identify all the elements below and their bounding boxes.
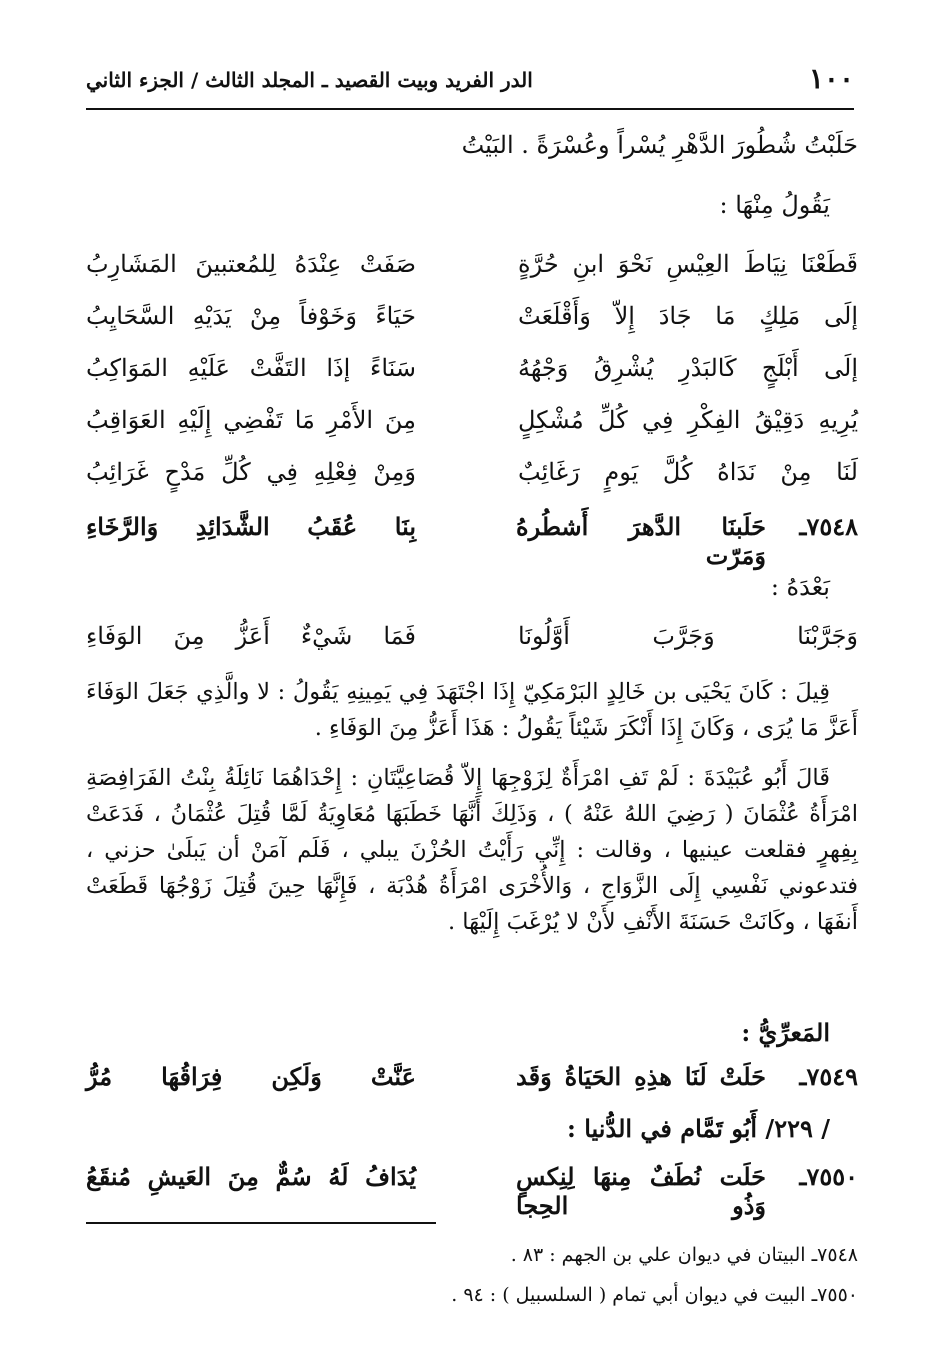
verse-first-hemistich: إلَى أَبْلَجٍ كَالبَدْرِ يُشْرِقُ وَجْهُهُ [518,354,858,382]
header-rule [86,108,854,110]
verse-7548 [86,512,858,570]
poem-verse [86,302,858,342]
after-label: بَعْدَهُ : [770,573,830,601]
verse-first-hemistich: وَجَرَّبْنَا وَجَرَّبَ أَوَّلُونَا [518,622,858,650]
verse-second-hemistich: سَنَاءً إذَا التَفَّتْ عَلَيْهِ المَوَاكِبُ [86,354,416,382]
verse-second-hemistich: يُدَافُ لَهُ سُمٌّ مِنَ العَيشِ مُنقَعُ [86,1162,416,1191]
intro-line: حَلَبْتُ شُطُورَ الدَّهْرِ يُسْراً وعُسْرَةً . البَيْتُ [461,131,858,159]
page-header [86,62,854,106]
poem-verse [86,622,858,662]
verse-second-hemistich: عَنَّتْ وَلَكِن فِرَاقُهَا مُرُّ [86,1062,416,1091]
poem-verse [86,406,858,446]
prose-paragraph: قَالَ أَبُو عُبَيْدَةَ : لَمْ تَفِ امْرَأَةٌ لِزَوْجِهَا إِلاّ قُصَاعِيَّتَانِ : إِحْدَاهُمَا نَائِلَةُ بِنْتُ الفَرَافِصَةِ امْرَأَةُ عُثْمَانَ ( رَضِيَ اللهُ عَنْهُ ) ، وَذَلِكَ أَنَّهَا خَطَبَهَا مُعَاوِيَةُ لَمَّا قُتِلَ عُثْمَانُ ، فَدَعَتْ بِفِهرٍ فقلعت عينيها ، وقالت : إِنِّي رَأَيْتُ الحُزْنَ يبلي ، فَلَم آمَنْ أن يَبلَىٰ حزني ، فتدعوني نَفْسِي إِلَى الزَّوَاجِ ، وَالأُخْرَى امْرَأَةُ هُدْبَة ، فَإِنَّهَا حِينَ قُتِلَ زَوْجُهَا قَطَعَتْ أَنفَهَا ، وكَانَتْ حَسَنَةَ الأَنْفِ لأَنْ لا يُرْغَبَ إِلَيْهَا . [86,765,858,935]
prose-paragraph: قِيلَ : كَانَ يَحْيَى بن خَالِدٍ البَرْمَكِيّ إِذَا اجْتَهَدَ فِي يَمِينِهِ يَقُولُ : لا والَّذِي جَعَلَ الوَفَاءَ أَعَزَّ مَا يُرَى ، وَكَانَ إِذَا أَنْكَرَ شَيْئاً يَقُولُ : هَذَا أَعَزُّ مِنَ الوَفَاءِ . [86,679,858,741]
running-title: الدر الفريد وبيت القصيد ـ المجلد الثالث / الجزء الثاني [86,68,533,92]
verse-first-hemistich: إلَى مَلِكٍ مَا جَادَ إِلاّ وَأَقْلَعَتْ [518,302,858,330]
verse-number: ٧٥٤٨ـ [799,512,858,541]
verse-second-hemistich: فَمَا شَيْءٌ أَعَزُّ مِنَ الوَفَاءِ [86,622,416,650]
verse-first-hemistich: يُرِيهِ دَقِيْقُ الفِكْرِ فِي كُلِّ مُشْكِلٍ [518,406,858,434]
verse-number: ٧٥٤٩ـ [799,1062,858,1091]
verse-first-hemistich: حَلَبنَا الدَّهرَ أَشطُرهُ وَمَرّت [516,512,766,570]
poem-verse [86,354,858,394]
poet-label: المَعرِّيُّ : [741,1018,830,1047]
verse-7550 [86,1162,858,1220]
verse-7549 [86,1062,858,1102]
footnote: ٧٥٤٨ـ البيتان في ديوان علي بن الجهم : ٨٣ . [510,1244,858,1266]
verse-second-hemistich: بِنَا عُقَبُ الشَّدَائِدِ وَالرَّخَاءِ [86,512,416,541]
poet-label: / ٢٢٩/ أَبُو تَمَّام في الدُّنيا : [567,1114,830,1143]
poem-verse [86,250,858,290]
verse-second-hemistich: مِنَ الأَمْرِ مَا تَفْضِي إِلَيْهِ العَوَاقِبُ [86,406,416,434]
footnote-rule [86,1222,436,1224]
verse-second-hemistich: وَمِنْ فِعْلِهِ فِي كُلِّ مَدْحٍ غَرَائِبُ [86,458,416,486]
page-number: ١٠٠ [808,62,854,95]
verse-first-hemistich: قَطَعْنَا نِيَاطَ العِيْسِ نَحْوَ ابنِ حُرَّةٍ [518,250,858,278]
prose-block [86,674,858,948]
verse-number: ٧٥٥٠ـ [799,1162,858,1191]
verse-first-hemistich: حَلَتْ لَنَا هذِهِ الحَيَاةُ وَقَد [516,1062,766,1091]
poem-verse [86,458,858,498]
verse-first-hemistich: حَلَت نُطَفٌ مِنهَا لِنِكسٍ وَذُو الحِجا [516,1162,766,1220]
verse-second-hemistich: صَفَتْ عِنْدَهُ لِلمُعتبينَ المَشَارِبُ [86,250,416,278]
verse-second-hemistich: حَيَاءً وَخَوْفاً مِنْ يَدَيْهِ السَّحَايِبُ [86,302,416,330]
footnote: ٧٥٥٠ـ البيت في ديوان أبي تمام ( السلسبيل ) : ٩٤ . [451,1284,858,1306]
intro-label: يَقُولُ مِنْهَا : [719,191,830,219]
verse-first-hemistich: لَنَا مِنْ نَدَاهُ كُلَّ يَومٍ رَغَائِبٌ [518,458,858,486]
